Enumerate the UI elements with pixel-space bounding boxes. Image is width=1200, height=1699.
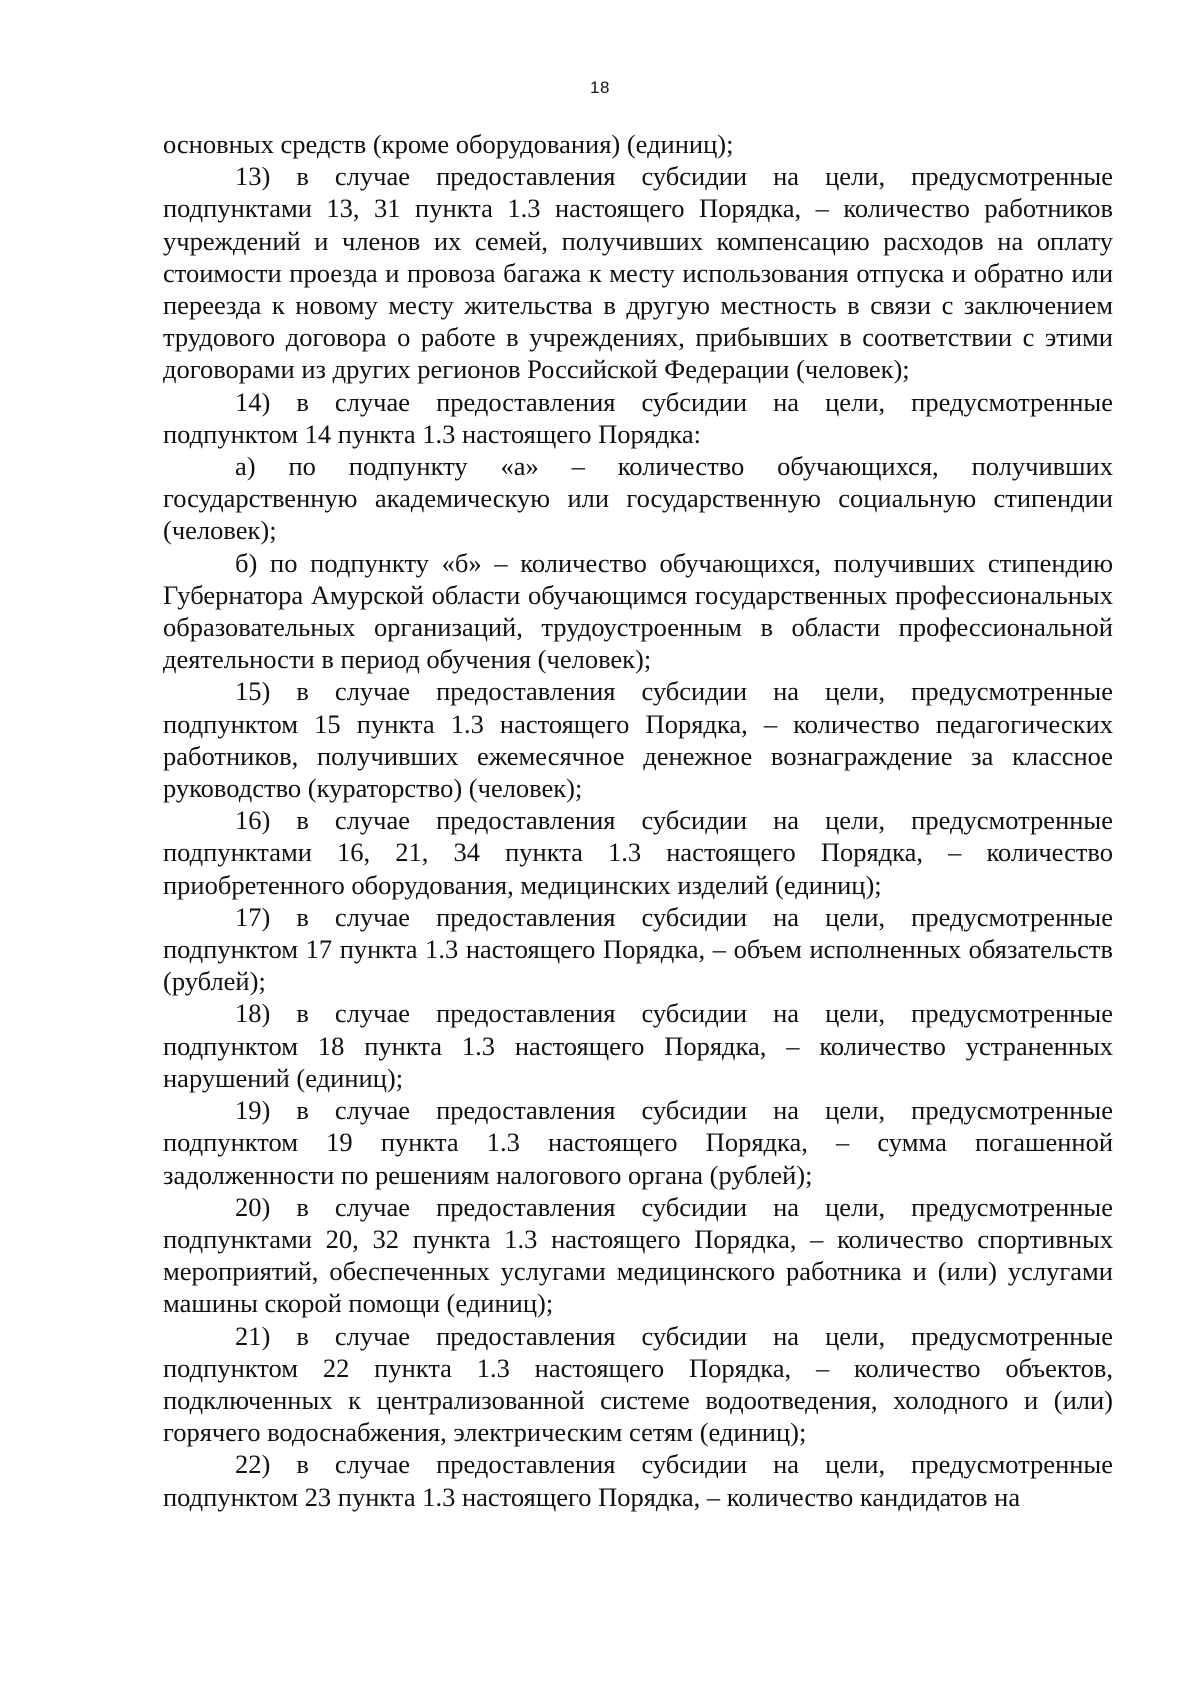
paragraph-item-14a: а) по подпункту «а» – количество обучающихся, получивших государственную академическую или государственную социальную стипендии (человек); — [163, 451, 1113, 546]
paragraph-item-20: 20) в случае предоставления субсидии на цели, предусмотренные подпунктами 20, 32 пункта 1.3 настоящего Порядка, – количество спортивных мероприятий, обеспеченных услугами медицинского работника и (или) услугами машины скорой помощи (единиц); — [163, 1191, 1113, 1319]
paragraph-item-14b: б) по подпункту «б» – количество обучающихся, получивших стипендию Губернатора Амурской области обучающимся государственных профессиональных образовательных организаций, трудоустроенным в области профессиональной деятельности в период обучения (человек); — [163, 547, 1113, 675]
paragraph-item-13: 13) в случае предоставления субсидии на цели, предусмотренные подпунктами 13, 31 пункта 1.3 настоящего Порядка, – количество работников учреждений и членов их семей, получивших компенсацию расходов на оплату стоимости проезда и провоза багажа к месту использования отпуска и обратно или переезда к новому месту жительства в другую местность в связи с заключением трудового договора о работе в учреждениях, прибывших в соответствии с этими договорами из других регионов Российской Федерации (человек); — [163, 161, 1113, 385]
paragraph-continuation: основных средств (кроме оборудования) (единиц); — [163, 129, 734, 159]
paragraph-item-21: 21) в случае предоставления субсидии на цели, предусмотренные подпунктом 22 пункта 1.3 настоящего Порядка, – количество объектов, подключенных к централизованной системе водоотведения, холодного и (или) горячего водоснабжения, электрическим сетям (единиц); — [163, 1320, 1113, 1448]
paragraph-item-16: 16) в случае предоставления субсидии на цели, предусмотренные подпунктами 16, 21, 34 пункта 1.3 настоящего Порядка, – количество приобретенного оборудования, медицинских изделий (единиц); — [163, 805, 1113, 900]
paragraph-item-22: 22) в случае предоставления субсидии на цели, предусмотренные подпунктом 23 пункта 1.3 настоящего Порядка, – количество кандидатов на — [163, 1449, 1113, 1512]
paragraph-item-15: 15) в случае предоставления субсидии на цели, предусмотренные подпунктом 15 пункта 1.3 настоящего Порядка, – количество педагогических работников, получивших ежемесячное денежное вознаграждение за классное руководство (кураторство) (человек); — [163, 676, 1113, 804]
document-body — [163, 128, 1113, 1513]
paragraph-item-18: 18) в случае предоставления субсидии на цели, предусмотренные подпунктом 18 пункта 1.3 настоящего Порядка, – количество устраненных нарушений (единиц); — [163, 998, 1113, 1093]
paragraph-item-17: 17) в случае предоставления субсидии на цели, предусмотренные подпунктом 17 пункта 1.3 настоящего Порядка, – объем исполненных обязательств (рублей); — [163, 901, 1113, 997]
paragraph-item-19: 19) в случае предоставления субсидии на цели, предусмотренные подпунктом 19 пункта 1.3 настоящего Порядка, – сумма погашенной задолженности по решениям налогового органа (рублей); — [163, 1095, 1113, 1190]
paragraph-item-14: 14) в случае предоставления субсидии на цели, предусмотренные подпунктом 14 пункта 1.3 настоящего Порядка: — [163, 386, 1113, 449]
page-number: 18 — [590, 78, 610, 97]
